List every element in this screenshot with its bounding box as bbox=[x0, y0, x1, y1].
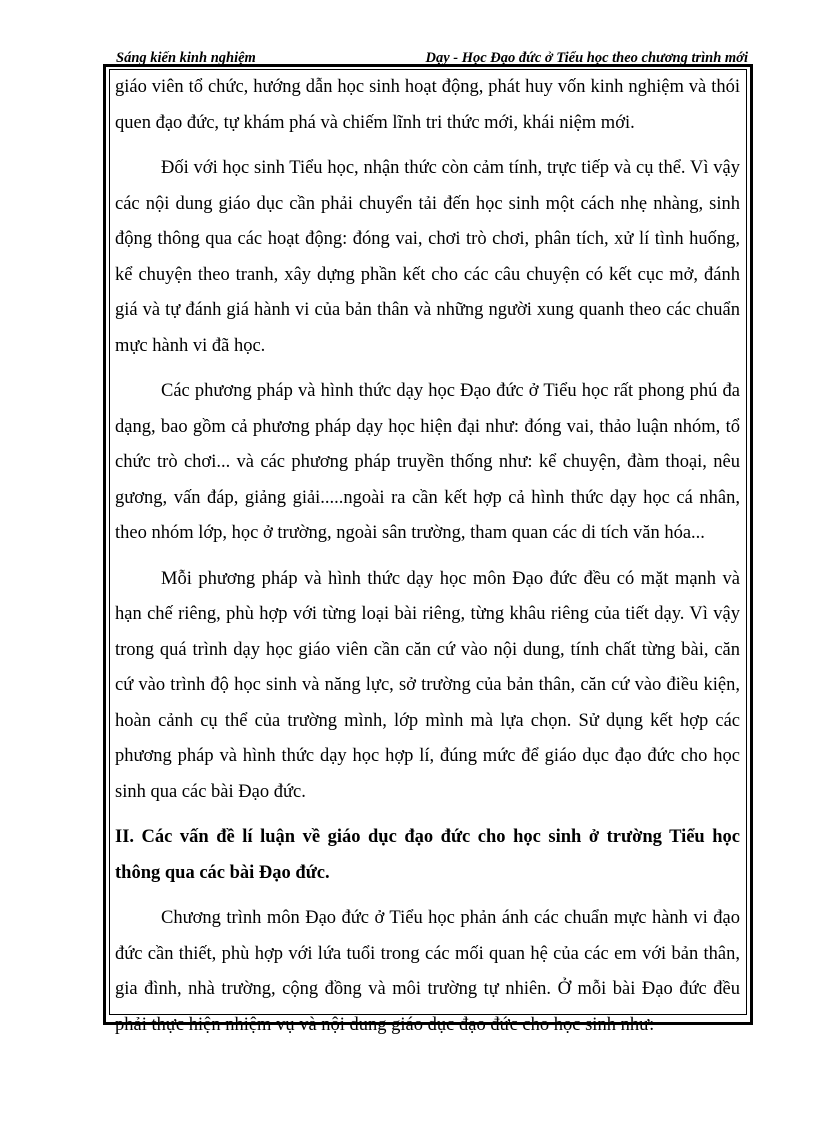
paragraph-continuation: giáo viên tổ chức, hướng dẫn học sinh hoạt động, phát huy vốn kinh nghiệm và thói quen đạo đức, tự khám phá và chiếm lĩnh tri thức mới, khái niệm mới. bbox=[115, 77, 740, 133]
paragraph-methods: Các phương pháp và hình thức dạy học Đạo đức ở Tiểu học rất phong phú đa dạng, bao gồm cả phương pháp dạy học hiện đại như: đóng vai, thảo luận nhóm, tổ chức trò chơi... và các phương pháp truyền thống như: kể chuyện, đàm thoại, nêu gương, vấn đáp, giảng giải.....ngoài ra cần kết hợp cả hình thức dạy học cá nhân, theo nhóm lớp, học ở trường, ngoài sân trường, tham quan các di tích văn hóa... bbox=[115, 381, 740, 543]
header-right-title: Dạy - Học Đạo đức ở Tiểu học theo chương trình mới bbox=[425, 50, 748, 66]
paragraph-curriculum: Chương trình môn Đạo đức ở Tiểu học phản ánh các chuẩn mực hành vi đạo đức cần thiết, phù hợp với lứa tuổi trong các mối quan hệ của các em với bản thân, gia đình, nhà trường, cộng đồng và môi trường tự nhiên. Ở mỗi bài Đạo đức đều phải thực hiện nhiệm vụ và nội dung giáo dục đạo đức cho học sinh như: bbox=[115, 908, 740, 1035]
section-heading: II. Các vấn đề lí luận về giáo dục đạo đức cho học sinh ở trường Tiểu học thông qua các bài Đạo đức. bbox=[115, 827, 740, 883]
document-body bbox=[115, 70, 740, 1053]
paragraph-strengths: Mỗi phương pháp và hình thức dạy học môn Đạo đức đều có mặt mạnh và hạn chế riêng, phù hợp với từng loại bài riêng, từng khâu riêng của tiết dạy. Vì vậy trong quá trình dạy học giáo viên cần căn cứ vào nội dung, tính chất từng bài, căn cứ vào trình độ học sinh và năng lực, sở trường của bản thân, căn cứ vào điều kiện, hoàn cảnh cụ thể của trường mình, lớp mình mà lựa chọn. Sử dụng kết hợp các phương pháp và hình thức dạy học hợp lí, đúng mức để giáo dục đạo đức cho học sinh qua các bài Đạo đức. bbox=[115, 568, 740, 802]
header-left-title: Sáng kiến kinh nghiệm bbox=[116, 50, 256, 66]
paragraph-cognition: Đối với học sinh Tiểu học, nhận thức còn cảm tính, trực tiếp và cụ thể. Vì vậy các nội dung giáo dục cần phải chuyển tải đến học sinh một cách nhẹ nhàng, sinh động thông qua các hoạt động: đóng vai, chơi trò chơi, phân tích, xử lí tình huống, kể chuyện theo tranh, xây dựng phần kết cho các câu chuyện có kết cục mở, đánh giá và tự đánh giá hành vi của bản thân và những người xung quanh theo các chuẩn mực hành vi đã học. bbox=[115, 158, 740, 356]
